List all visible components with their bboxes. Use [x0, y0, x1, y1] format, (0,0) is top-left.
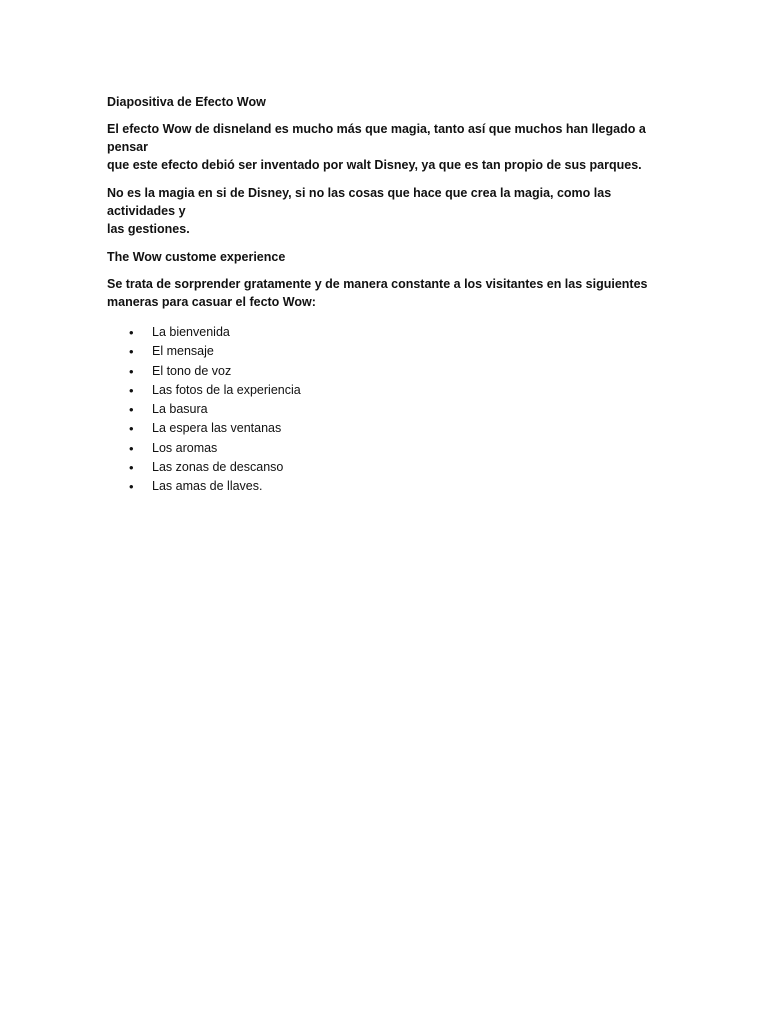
- list-item: [107, 381, 677, 400]
- list-item-text: Las amas de llaves.: [152, 479, 263, 494]
- paragraph-magia: [107, 184, 677, 238]
- list-item: [107, 439, 677, 458]
- document-body: [107, 93, 677, 497]
- bullet-icon: •: [129, 460, 134, 476]
- paragraph-intro: [107, 275, 677, 311]
- paragraph-line: las gestiones.: [107, 222, 190, 236]
- list-item: [107, 419, 677, 438]
- bullet-icon: •: [129, 402, 134, 418]
- list-item: [107, 362, 677, 381]
- list-item-text: Las zonas de descanso: [152, 460, 284, 475]
- bullet-icon: •: [129, 421, 134, 437]
- paragraph-line: que este efecto debió ser inventado por walt Disney, ya que es tan propio de sus parques.: [107, 158, 642, 172]
- paragraph-disney-effect: [107, 120, 677, 174]
- list-item-text: La bienvenida: [152, 325, 230, 339]
- list-item: [107, 323, 677, 342]
- bullet-icon: •: [129, 479, 134, 495]
- bullet-icon: •: [129, 363, 134, 379]
- list-item: [107, 477, 677, 496]
- list-item-text: La basura: [152, 402, 208, 417]
- document-title: Diapositiva de Efecto Wow: [107, 95, 266, 109]
- list-item-text: Los aromas: [152, 440, 218, 455]
- bullet-icon: •: [129, 440, 134, 456]
- list-item: [107, 342, 677, 361]
- list-item-text: La espera las ventanas: [152, 421, 282, 436]
- section-subheading: The Wow custome experience: [107, 250, 286, 264]
- list-item-text: Las fotos de la experiencia: [152, 382, 301, 397]
- paragraph-line: maneras para casuar el fecto Wow:: [107, 295, 316, 309]
- bullet-icon: •: [129, 344, 134, 360]
- paragraph-line: Se trata de sorprender gratamente y de manera constante a los visitantes en las siguientes: [107, 277, 648, 291]
- list-item: [107, 400, 677, 419]
- list-item-text: El tono de voz: [152, 363, 232, 378]
- list-item: [107, 458, 677, 477]
- bullet-list: [107, 323, 677, 497]
- bullet-icon: •: [129, 382, 134, 398]
- paragraph-line: No es la magia en si de Disney, si no las cosas que hace que crea la magia, como las actividades y: [107, 186, 612, 218]
- bullet-icon: •: [129, 325, 134, 340]
- paragraph-line: El efecto Wow de disneland es mucho más que magia, tanto así que muchos han llegado a pensar: [107, 122, 646, 154]
- list-item-text: El mensaje: [152, 344, 214, 359]
